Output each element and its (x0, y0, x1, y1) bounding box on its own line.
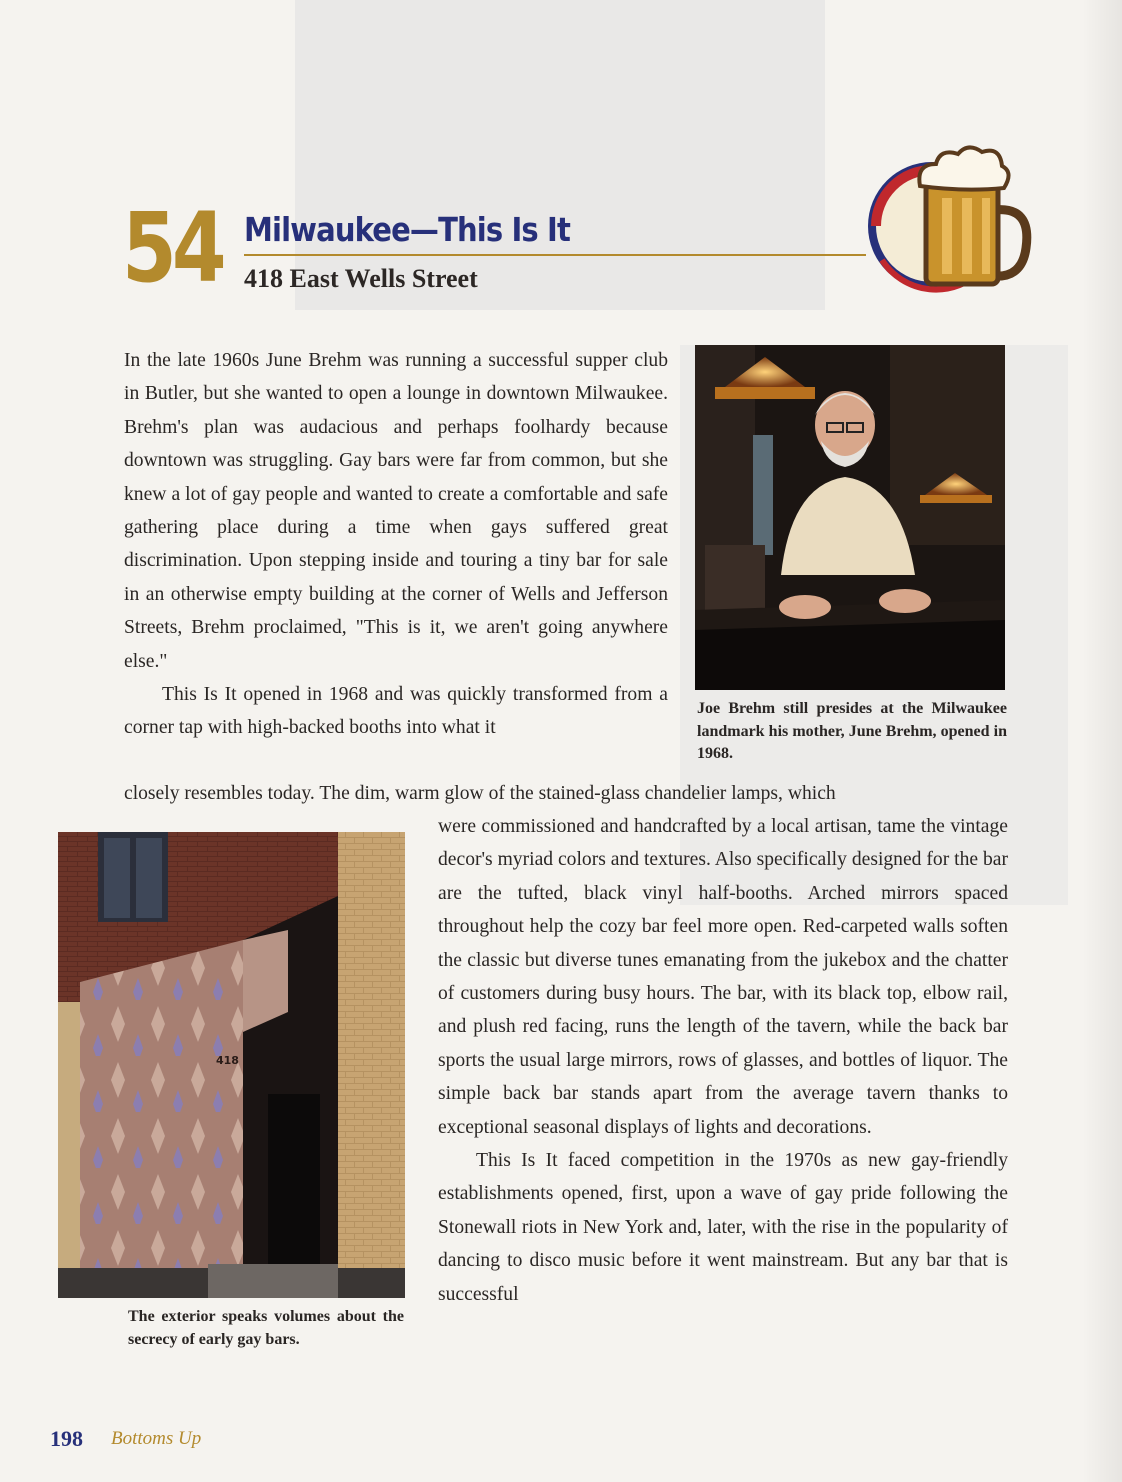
beer-mug-icon (919, 147, 1026, 284)
photo-caption: Joe Brehm still presides at the Milwaukee landmark his mother, June Brehm, opened in 1968. (697, 700, 1007, 762)
running-footer-title: Bottoms Up (111, 1428, 202, 1449)
photo-caption: The exterior speaks volumes about the secrecy of early gay bars. (128, 1308, 404, 1348)
body-wide-line (124, 777, 1008, 810)
body-column-right (438, 810, 1008, 1311)
paragraph: In the late 1960s June Brehm was running a successful supper club in Butler, but she wanted to open a lounge in downtown Milwaukee. Brehm's plan was audacious and perhaps foolhardy because downtown was struggling. Gay bars were far from common, but she knew a lot of gay people and wanted to create a comfortable and safe gathering place during a time when gays suffered great discrimination. Upon stepping inside and touring a tiny bar for sale in an otherwise empty building at the corner of Wells and Jefferson Streets, Brehm proclaimed, "This is it, we aren't going anywhere else." (124, 350, 668, 672)
paragraph-continuation: were commissioned and handcrafted by a local artisan, tame the vintage decor's myriad colors and textures. Also specifically designed for the bar are the tufted, black vinyl half-booths. Arched mirrors spaced throughout help the cozy bar feel more open. Red-carpeted walls soften the classic but diverse tunes emanating from the jukebox and the chatter of customers during busy hours. The bar, with its black top, elbow rail, and plush red facing, runs the length of the tavern, while the back bar sports the usual large mirrors, rows of glasses, and bottles of liquor. The simple back bar stands apart from the average tavern thanks to exceptional seasonal displays of lights and decorations. (438, 816, 1008, 1138)
body-column-top (124, 344, 668, 745)
paragraph: This Is It faced competition in the 1970s as new gay-friendly establishments opened, first, upon a wave of gay pride following the Stonewall riots in New York and, later, with the rise in the popularity of dancing to disco music before it went mainstream. But any bar that is successful (438, 1150, 1008, 1305)
chapter-subtitle: 418 East Wells Street (244, 264, 478, 293)
photo-exterior (58, 832, 405, 1298)
chapter-number: 54 (122, 192, 222, 304)
page-edge-shadow (1082, 0, 1122, 1482)
title-rule (244, 254, 866, 256)
photo-joe-brehm (695, 345, 1005, 690)
logo-text: BAR (885, 202, 916, 245)
page-number: 198 (50, 1426, 83, 1451)
chapter-title: Milwaukee—This Is It (244, 210, 570, 249)
door-number-label: 418 (216, 1054, 239, 1067)
paragraph-continuation: closely resembles today. The dim, warm glow of the stained-glass chandelier lamps, which (124, 783, 836, 804)
bar-logo (862, 140, 1038, 304)
paragraph: This Is It opened in 1968 and was quickly transformed from a corner tap with high-backed booths into what it (124, 684, 668, 739)
